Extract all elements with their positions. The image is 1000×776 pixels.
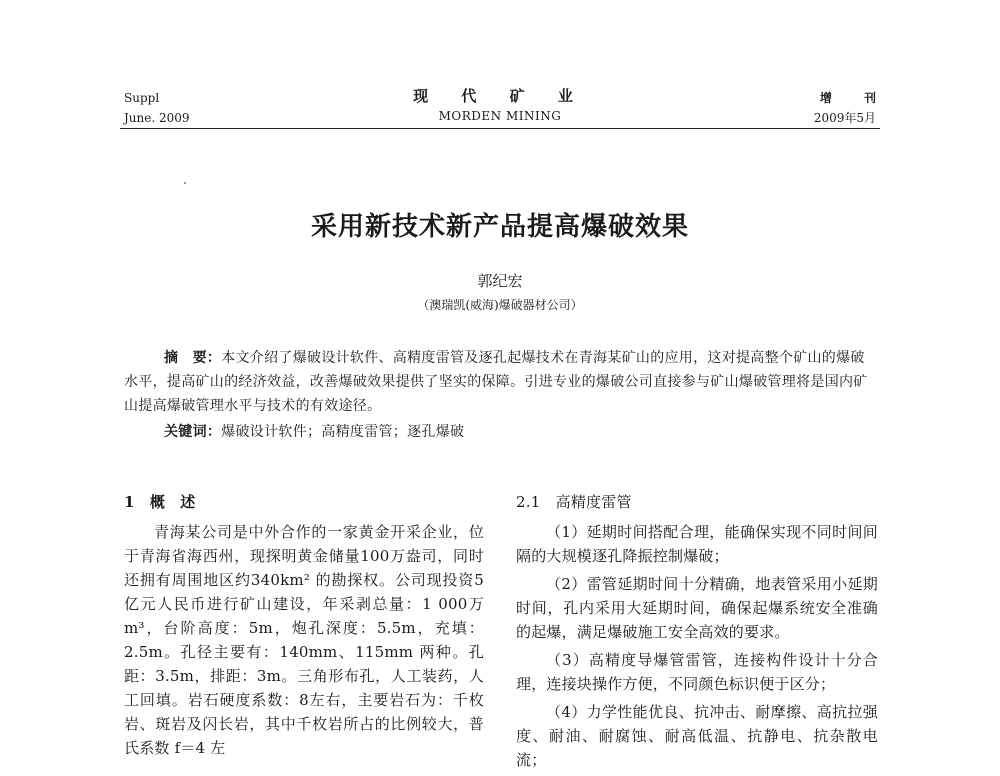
section-heading-overview: 1 概 述: [124, 493, 196, 511]
list-item: （3）高精度导爆管雷管，连接构件设计十分合理，连接块操作方便，不同颜色标识便于区分；: [516, 651, 878, 693]
right-column: [516, 490, 878, 776]
abstract-text: 本文介绍了爆破设计软件、高精度雷管及逐孔起爆技术在青海某矿山的应用，这对提高整个矿山的爆破水平，提高矿山的经济效益，改善爆破效果提供了坚实的保障。引进专业的爆破公司直接参与矿山爆破管理将是国内矿山提高爆破管理水平与技术的有效途径。: [124, 350, 868, 414]
keywords: [164, 420, 876, 444]
list-item: （1）延期时间搭配合理，能确保实现不同时间间隔的大规模逐孔降振控制爆破；: [516, 523, 878, 565]
author-affiliation: （澳瑞凯(威海)爆破器材公司）: [417, 298, 583, 312]
journal-name-cn: 现 代 矿 业: [413, 87, 587, 105]
journal-date-cn: 2009年5月: [813, 111, 876, 125]
header-rule: [120, 128, 880, 129]
journal-date-en: June. 2009: [124, 111, 190, 125]
running-header-right: [813, 88, 890, 128]
section-heading-detonator: 2.1 高精度雷管: [516, 493, 632, 511]
abstract: [124, 346, 876, 418]
journal-issue-cn: 增 刊: [819, 91, 890, 105]
list-item: （2）雷管延期时间十分精确，地表管采用小延期时间，孔内采用大延期时间，确保起爆系统安全准确的起爆，满足爆破施工安全高效的要求。: [516, 575, 878, 641]
keywords-text: 爆破设计软件；高精度雷管；逐孔爆破: [221, 424, 465, 440]
journal-issue-en: Suppl: [124, 91, 160, 105]
overview-paragraph: 青海某公司是中外合作的一家黄金开采企业，位于青海省海西州，现探明黄金储量100万盎司，同时还拥有周围地区约340km² 的勘探权。公司现投资5亿元人民币进行矿山建设，年采剥总量：1 000万 m³，台阶高度：5m，炮孔深度：5.5m，充填：2.5m。孔径主要有：140mm、115mm 两种。孔距：3.5m，排距：3m。三角形布孔，人工装药，人工回填。岩石硬度系数：8左右，主要岩石为：千枚岩、斑岩及闪长岩，其中千枚岩所占的比例较大，普氏系数 f＝4 左: [124, 523, 484, 757]
author-name: 郭纪宏: [477, 272, 523, 290]
abstract-block: [124, 346, 876, 444]
left-column: [124, 490, 484, 764]
scan-speck: [184, 182, 186, 184]
article-title: 采用新技术新产品提高爆破效果: [310, 212, 689, 242]
keywords-label: 关键词：: [164, 424, 222, 440]
journal-name-en: MORDEN MINING: [438, 109, 562, 123]
list-item: （4）力学性能优良、抗冲击、耐摩擦、高抗拉强度、耐油、耐腐蚀、耐高低温、抗静电、抗杂散电流；: [516, 703, 878, 769]
abstract-label: 摘 要：: [164, 350, 222, 366]
